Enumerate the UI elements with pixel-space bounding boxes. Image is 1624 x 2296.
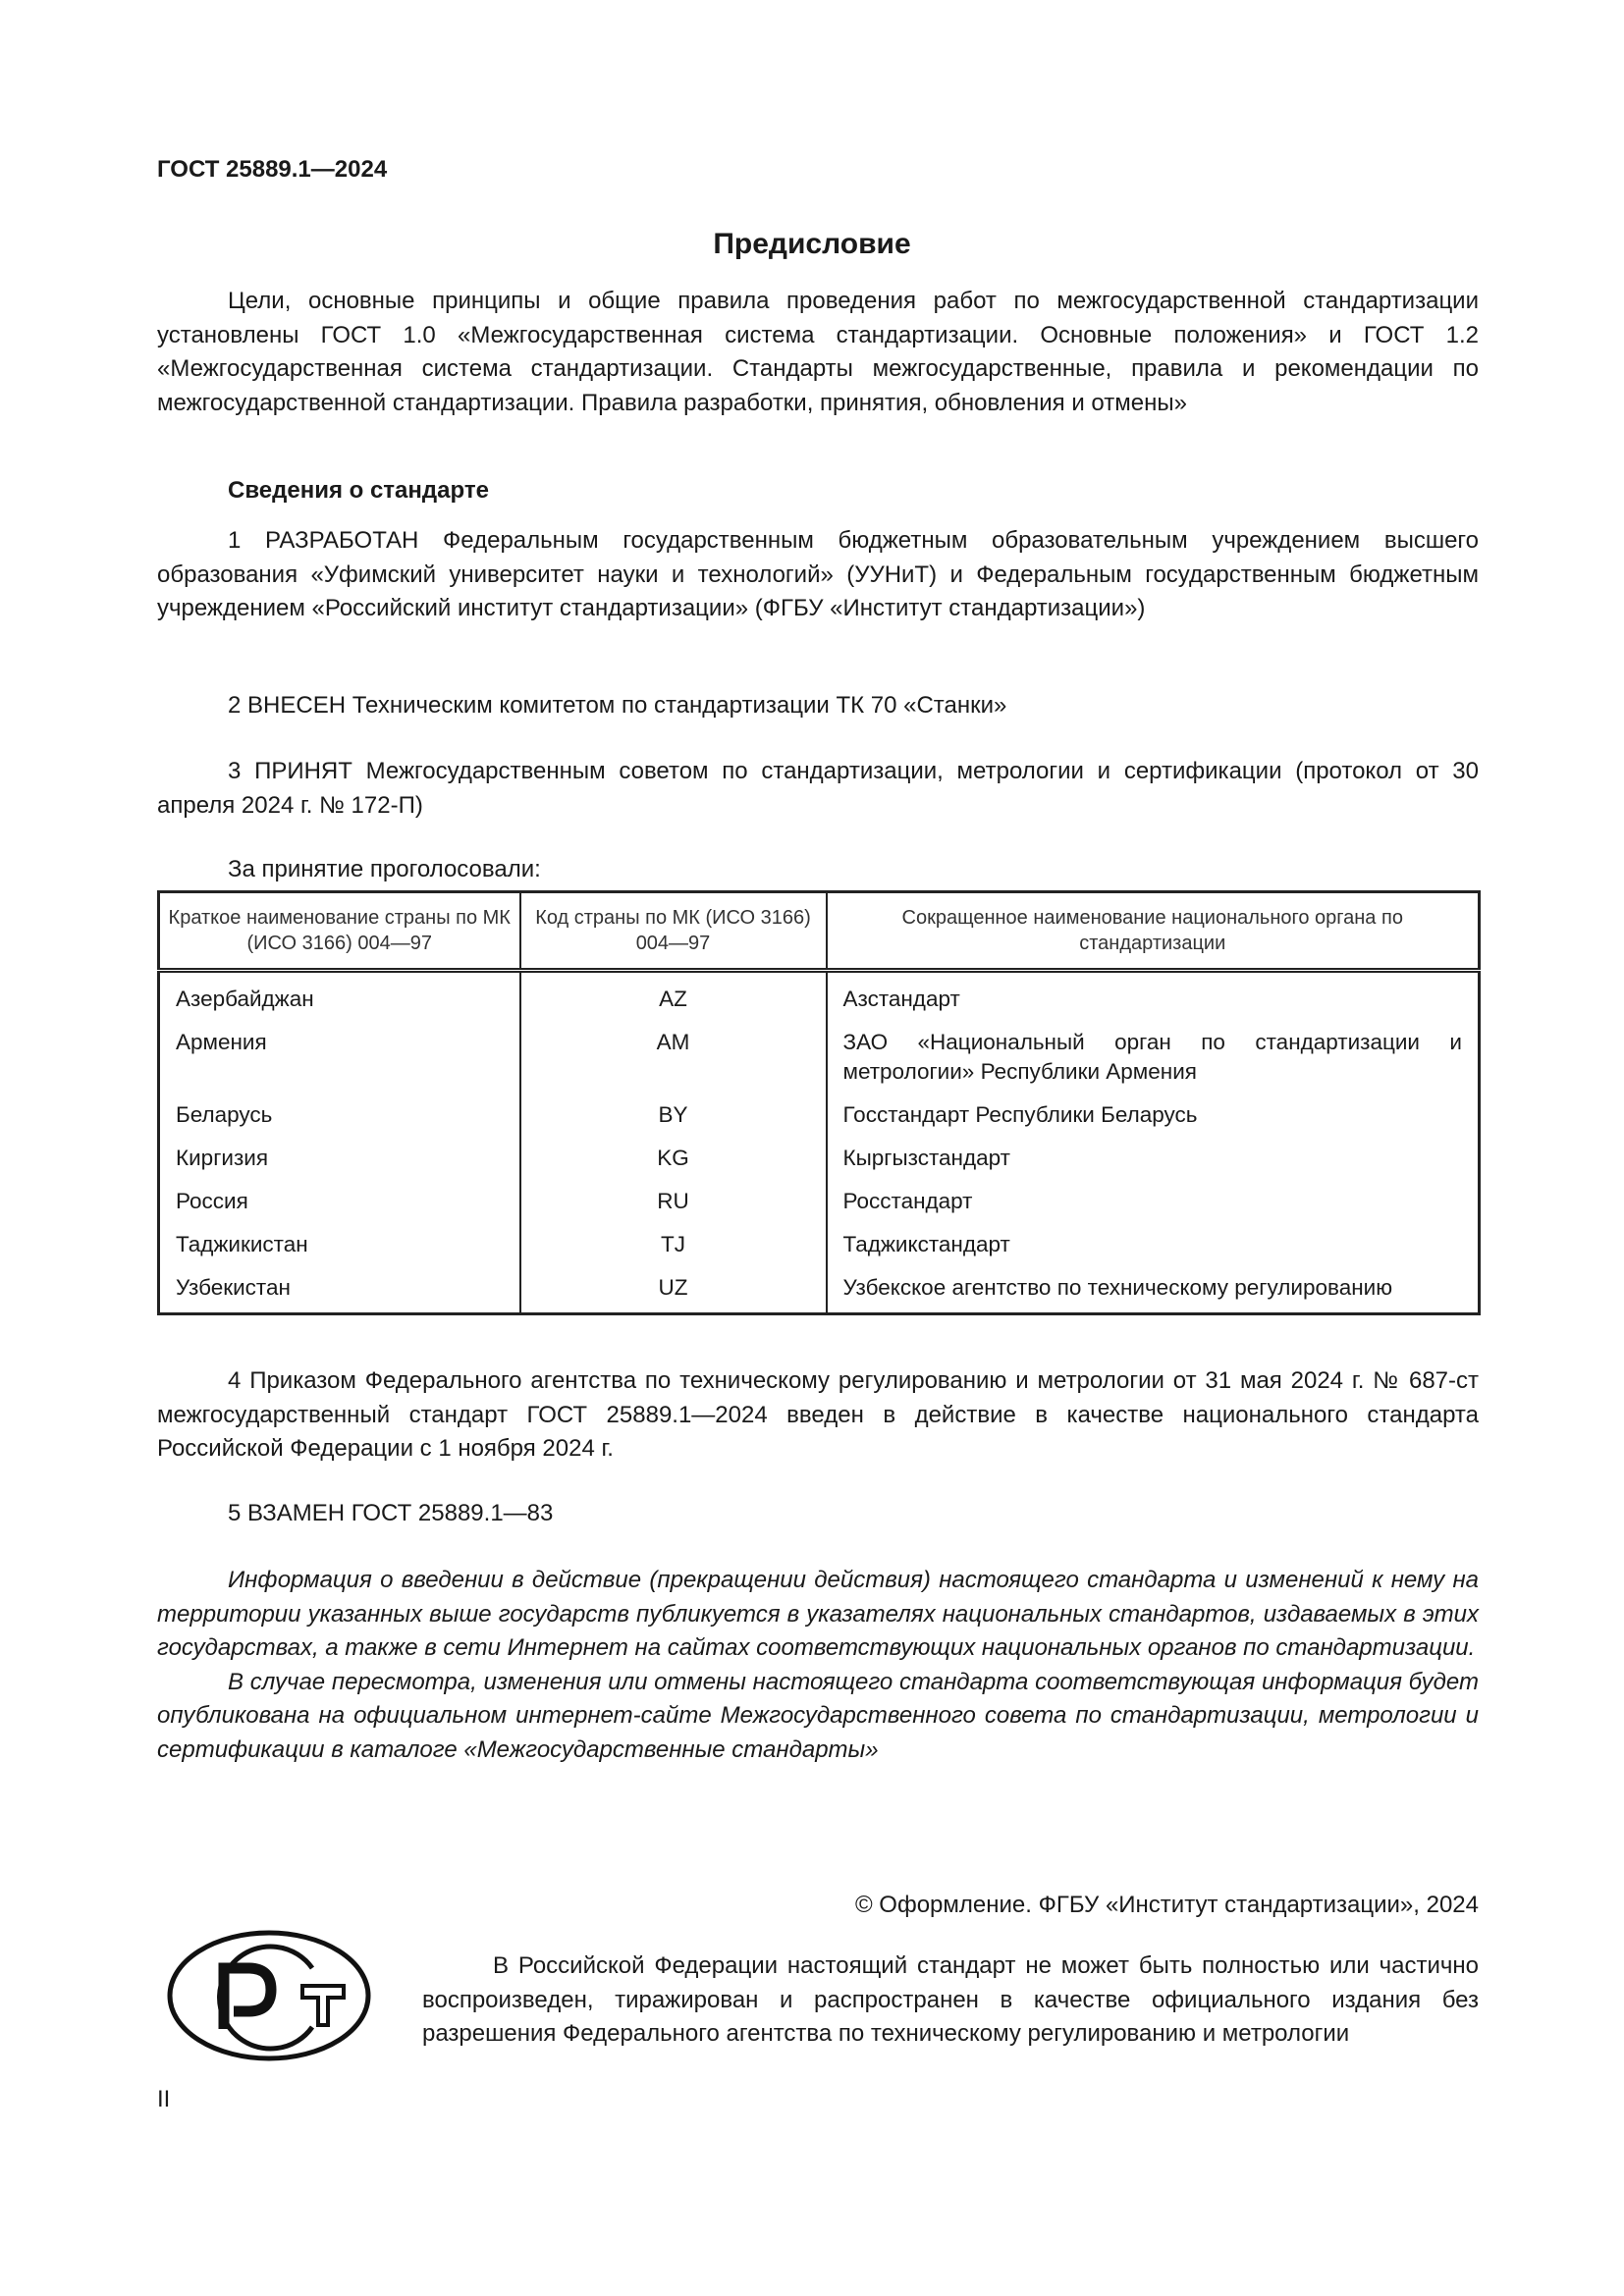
code-cell: RU [520, 1179, 827, 1222]
rst-logo-icon [165, 1929, 373, 2062]
item-1: 1 РАЗРАБОТАН Федеральным государственным бюджетным образовательным учреждением высшего образования «Уфимский университет науки и технологий» (УУНиТ) и Федеральным государственным бюджетным учреждением «Российский институт стандартизации» (ФГБУ «Институт стандартизации») [157, 527, 1479, 621]
country-cell: Узбекистан [159, 1265, 520, 1314]
intro-paragraph [157, 285, 1479, 420]
rights-block [422, 1949, 1479, 2052]
notes-block [157, 1564, 1479, 1767]
item-3-block [157, 755, 1479, 823]
table-row [159, 1179, 1480, 1222]
item-2: 2 ВНЕСЕН Техническим комитетом по стандартизации ТК 70 «Станки» [228, 692, 1007, 719]
table-header-row [159, 892, 1480, 971]
country-cell: Беларусь [159, 1093, 520, 1136]
country-cell: Армения [159, 1020, 520, 1093]
code-cell: AZ [520, 971, 827, 1021]
item-3: 3 ПРИНЯТ Межгосударственным советом по стандартизации, метрологии и сертификации (протокол от 30 апреля 2024 г. № 172-П) [157, 758, 1479, 819]
document-code: ГОСТ 25889.1—2024 [157, 156, 388, 183]
table-row [159, 1020, 1480, 1093]
item-5-block [157, 1497, 1479, 1531]
code-cell: TJ [520, 1222, 827, 1265]
page-number: II [157, 2086, 171, 2112]
page-title: Предисловие [713, 228, 911, 260]
body-cell: Кыргызстандарт [842, 1146, 1010, 1170]
intro-text: Цели, основные принципы и общие правила проведения работ по межгосударственной стандартизации установлены ГОСТ 1.0 «Межгосударственная система стандартизации. Основные положения» и ГОСТ 1.2 «Межгосударственная система стандартизации. Стандарты межгосударственные, правила и рекомендации по межгосударственной стандартизации. Правила разработки, принятия, обновления и отмены» [157, 288, 1479, 416]
note-1: Информация о введении в действие (прекращении действия) настоящего стандарта и изменений к нему на территории указанных выше государств публикуется в указателях национальных стандартов, издаваемых в этих государствах, а также в сети Интернет на сайтах соответствующих национальных органов по стандартизации. [157, 1567, 1479, 1661]
item-1-block [157, 524, 1479, 626]
body-cell: Азстандарт [842, 987, 960, 1011]
country-cell: Россия [159, 1179, 520, 1222]
header-code: Код страны по МК (ИСО 3166) 004—97 [520, 892, 827, 971]
section-heading: Сведения о стандарте [228, 477, 489, 504]
vote-label: За принятие проголосовали: [228, 856, 541, 882]
table-row [159, 1136, 1480, 1179]
table-row [159, 971, 1480, 1021]
body-cell: Узбекское агентство по техническому регулированию [842, 1275, 1393, 1300]
item-5: 5 ВЗАМЕН ГОСТ 25889.1—83 [228, 1500, 554, 1526]
header-country: Краткое наименование страны по МК (ИСО 3166) 004—97 [159, 892, 520, 971]
table-row [159, 1093, 1480, 1136]
vote-label-block [157, 853, 1479, 887]
copyright: © Оформление. ФГБУ «Институт стандартизации», 2024 [854, 1892, 1479, 1918]
country-cell: Азербайджан [159, 971, 520, 1021]
table-row [159, 1265, 1480, 1314]
note-2: В случае пересмотра, изменения или отмены настоящего стандарта соответствующая информация будет опубликована на официальном интернет-сайте Межгосударственного совета по стандартизации, метрологии и сертификации в каталоге «Межгосударственные стандарты» [157, 1668, 1479, 1763]
code-cell: BY [520, 1093, 827, 1136]
code-cell: UZ [520, 1265, 827, 1314]
body-cell: Госстандарт Республики Беларусь [842, 1102, 1198, 1127]
header-body: Сокращенное наименование национального органа по стандартизации [827, 892, 1480, 971]
item-4: 4 Приказом Федерального агентства по техническому регулированию и метрологии от 31 мая 2024 г. № 687-ст межгосударственный стандарт ГОСТ 25889.1—2024 введен в действие в качестве национального стандарта Российской Федерации с 1 ноября 2024 г. [157, 1367, 1479, 1462]
body-cell: Росстандарт [842, 1189, 973, 1213]
code-cell: AM [520, 1020, 827, 1093]
item-4-block [157, 1364, 1479, 1467]
country-cell: Киргизия [159, 1136, 520, 1179]
section-heading-block [157, 474, 1479, 508]
country-cell: Таджикистан [159, 1222, 520, 1265]
body-cell: ЗАО «Национальный орган по стандартизации и метрологии» Республики Армения [842, 1030, 1462, 1084]
code-cell: KG [520, 1136, 827, 1179]
item-2-block [157, 689, 1479, 723]
body-cell: Таджикстандарт [842, 1232, 1010, 1256]
voting-table [157, 890, 1481, 1315]
rights-text: В Российской Федерации настоящий стандарт не может быть полностью или частично воспроизведен, тиражирован и распространен в качестве официального издания без разрешения Федерального агентства по техническому регулированию и метрологии [422, 1952, 1479, 2047]
table-row [159, 1222, 1480, 1265]
